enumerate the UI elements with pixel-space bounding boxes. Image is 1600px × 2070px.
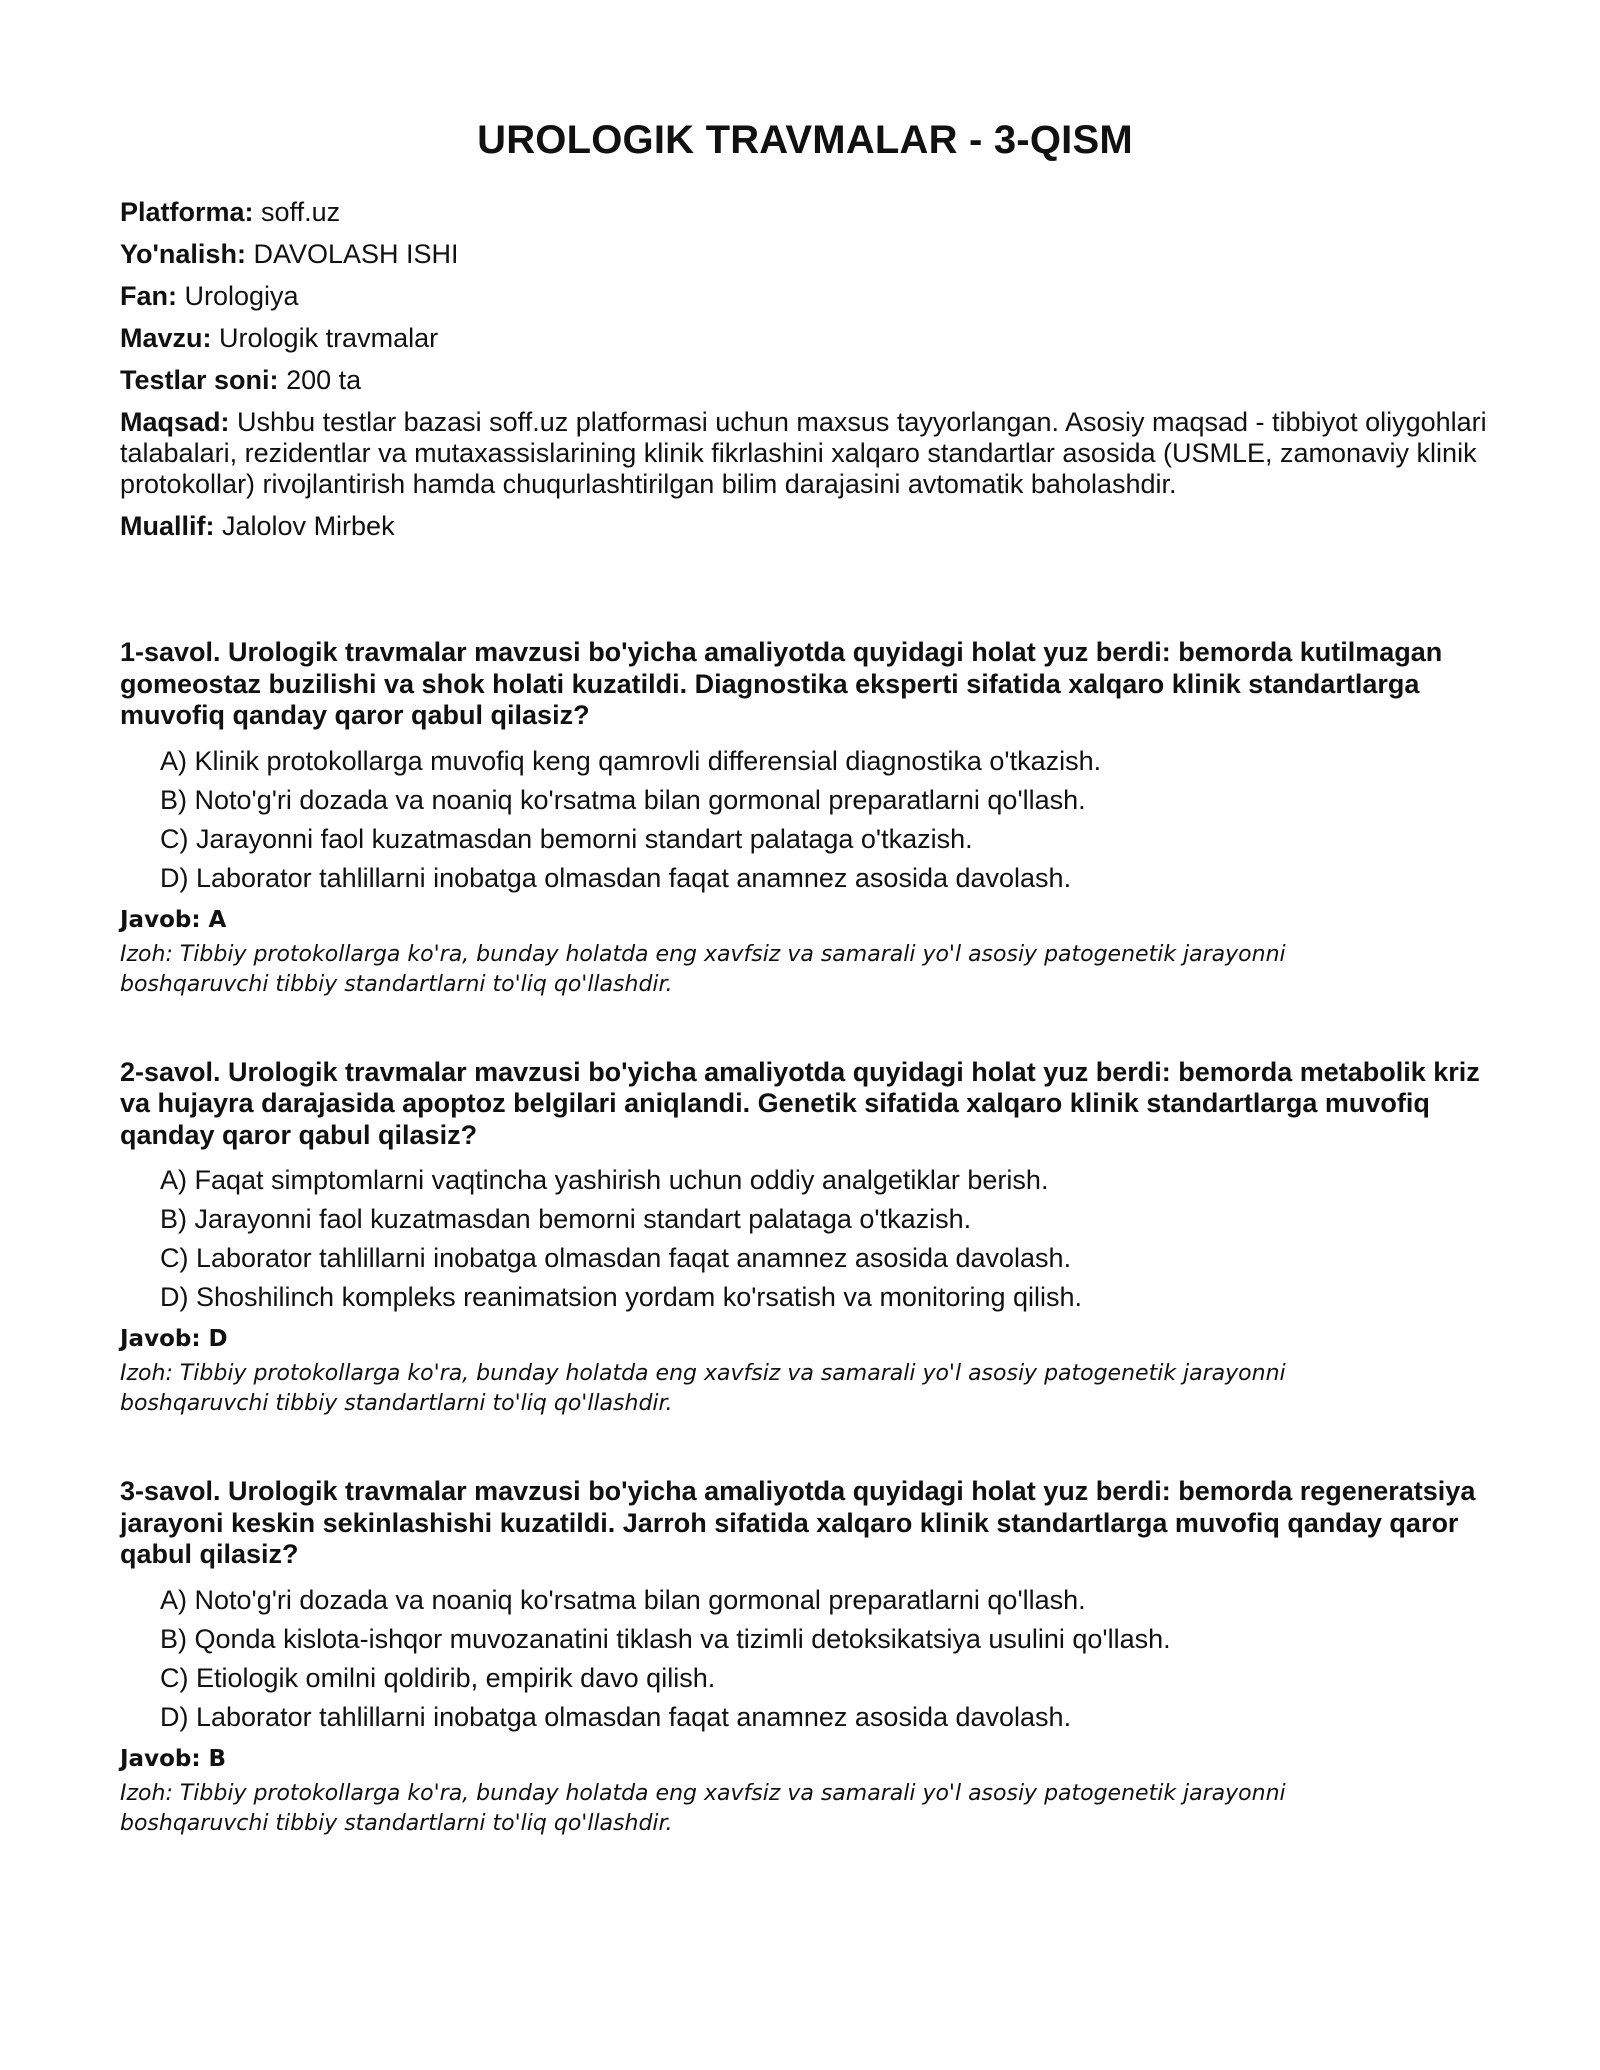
meta-key: Maqsad:: [120, 407, 230, 437]
meta-value: DAVOLASH ISHI: [253, 239, 459, 269]
metadata-block: [120, 197, 1490, 542]
meta-platforma: [120, 197, 1490, 228]
meta-key: Muallif:: [120, 511, 215, 541]
option-d: D) Laborator tahlillarni inobatga olmasdan faqat anamnez asosida davolash.: [160, 862, 1072, 893]
option-a: A) Noto'g'ri dozada va noaniq ko'rsatma bilan gormonal preparatlarni qo'llash.: [160, 1584, 1086, 1615]
meta-yonalish: [120, 239, 1490, 270]
explanation-text: Izoh: Tibbiy protokollarga ko'ra, bunday holatda eng xavfsiz va samarali yo'l asosiy patogenetik jarayonni boshqaruvchi tibbiy standartlarni to'liq qo'llashdir.: [120, 941, 1286, 997]
option-a: A) Klinik protokollarga muvofiq keng qamrovli differensial diagnostika o'tkazish.: [160, 745, 1102, 776]
question-2: [120, 1057, 1490, 1420]
options-list: [120, 746, 1490, 894]
option-b: B) Qonda kislota-ishqor muvozanatini tiklash va tizimli detoksikatsiya usulini qo'llash.: [160, 1623, 1171, 1654]
question-text: 2-savol. Urologik travmalar mavzusi bo'yicha amaliyotda quyidagi holat yuz berdi: bemorda metabolik kriz va hujayra darajasida apoptoz belgilari aniqlandi. Genetik sifatida xalqaro klinik standartlarga muvofiq qanday qaror qabul qilasiz?: [120, 1056, 1480, 1150]
meta-muallif: [120, 511, 1490, 542]
meta-mavzu: [120, 323, 1490, 354]
options-list: [120, 1165, 1490, 1313]
document-page: [120, 118, 1490, 1896]
meta-fan: [120, 281, 1490, 312]
meta-key: Yo'nalish:: [120, 239, 246, 269]
option-b: B) Jarayonni faol kuzatmasdan bemorni standart palataga o'tkazish.: [160, 1204, 972, 1234]
meta-key: Fan:: [120, 281, 177, 311]
option-b: B) Noto'g'ri dozada va noaniq ko'rsatma bilan gormonal preparatlarni qo'llash.: [160, 784, 1086, 815]
question-3: [120, 1476, 1490, 1839]
explanation-text: Izoh: Tibbiy protokollarga ko'ra, bunday holatda eng xavfsiz va samarali yo'l asosiy patogenetik jarayonni boshqaruvchi tibbiy standartlarni to'liq qo'llashdir.: [120, 1780, 1286, 1836]
option-d: D) Shoshilinch kompleks reanimatsion yordam ko'rsatish va monitoring qilish.: [160, 1282, 1083, 1312]
meta-value: 200 ta: [286, 365, 362, 395]
explanation-text: Izoh: Tibbiy protokollarga ko'ra, bunday holatda eng xavfsiz va samarali yo'l asosiy patogenetik jarayonni boshqaruvchi tibbiy standartlarni to'liq qo'llashdir.: [120, 1361, 1286, 1416]
answer-label: Javob: B: [120, 1745, 227, 1772]
option-c: C) Laborator tahlillarni inobatga olmasdan faqat anamnez asosida davolash.: [160, 1243, 1072, 1273]
question-text: 1-savol. Urologik travmalar mavzusi bo'yicha amaliyotda quyidagi holat yuz berdi: bemorda kutilmagan gomeostaz buzilishi va shok holati kuzatildi. Diagnostika eksperti sifatida xalqaro klinik standartlarga muvofiq qanday qaror qabul qilasiz?: [120, 637, 1443, 730]
meta-value: Urologik travmalar: [219, 323, 439, 353]
meta-value: Ushbu testlar bazasi soff.uz platformasi uchun maxsus tayyorlangan. Asosiy maqsad - tibbiyot oliygohlari talabalari, rezidentlar va mutaxassislarining klinik fikrlashini xalqaro standartlar asosida (USMLE, zamonaviy klinik protokollar) rivojlantirish hamda chuqurlashtirilgan bilim darajasini avtomatik baholashdir.: [120, 407, 1487, 499]
meta-value: Jalolov Mirbek: [222, 511, 395, 541]
option-a: A) Faqat simptomlarni vaqtincha yashirish uchun oddiy analgetiklar berish.: [160, 1165, 1049, 1195]
meta-key: Testlar soni:: [120, 365, 279, 395]
meta-maqsad: [120, 407, 1490, 500]
option-d: D) Laborator tahlillarni inobatga olmasdan faqat anamnez asosida davolash.: [160, 1701, 1072, 1732]
option-c: C) Jarayonni faol kuzatmasdan bemorni standart palataga o'tkazish.: [160, 823, 973, 854]
answer-label: Javob: A: [120, 906, 227, 933]
document-title: UROLOGIK TRAVMALAR - 3-QISM: [477, 118, 1133, 162]
meta-key: Mavzu:: [120, 323, 212, 353]
meta-key: Platforma:: [120, 197, 254, 227]
options-list: [120, 1585, 1490, 1733]
meta-value: soff.uz: [261, 197, 341, 227]
meta-value: Urologiya: [184, 281, 299, 311]
question-text: 3-savol. Urologik travmalar mavzusi bo'yicha amaliyotda quyidagi holat yuz berdi: bemorda regeneratsiya jarayoni keskin sekinlashishi kuzatildi. Jarroh sifatida xalqaro klinik standartlarga muvofiq qanday qaror qabul qilasiz?: [120, 1476, 1476, 1569]
answer-label: Javob: D: [120, 1326, 228, 1352]
question-1: [120, 637, 1490, 1000]
meta-testlar-soni: [120, 365, 1490, 396]
questions-list: [120, 637, 1490, 1839]
option-c: C) Etiologik omilni qoldirib, empirik davo qilish.: [160, 1662, 716, 1693]
